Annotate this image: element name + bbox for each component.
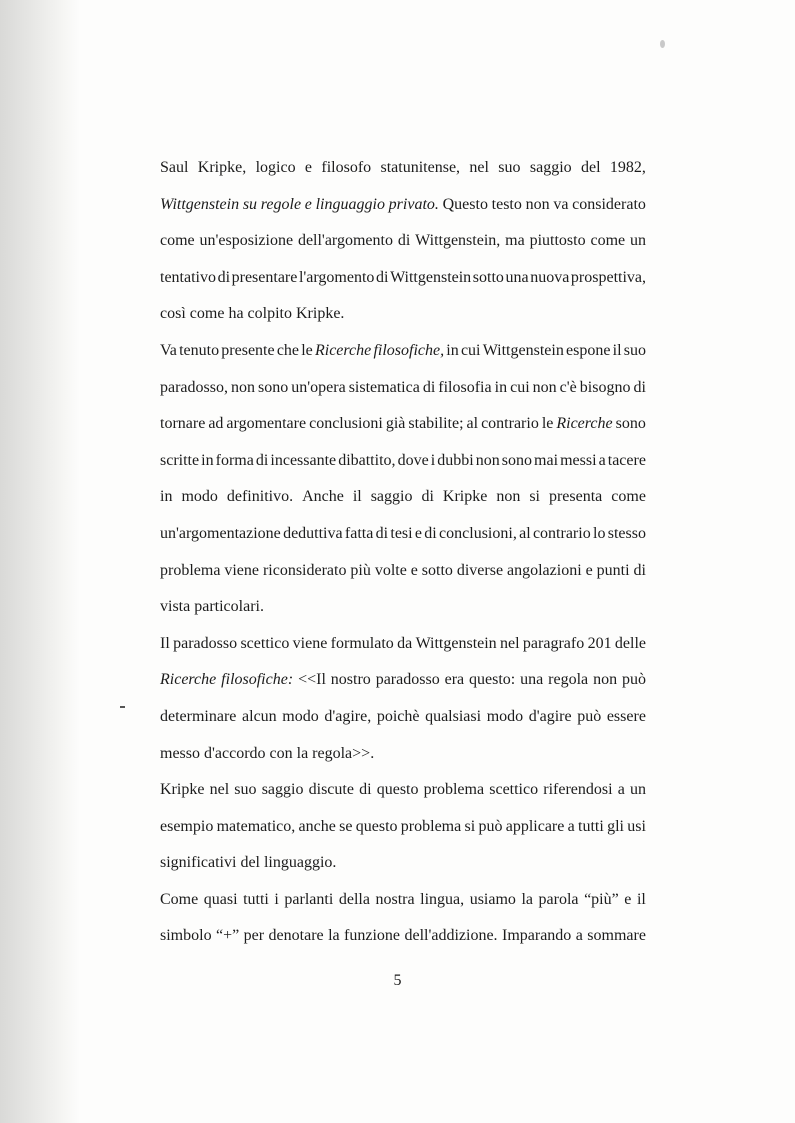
margin-mark (120, 706, 125, 708)
text-line (160, 553, 646, 590)
word: paradosso, (160, 378, 228, 396)
word: funzione (344, 927, 401, 945)
word: su (242, 195, 258, 213)
word: una (520, 671, 544, 689)
word: usiamo (469, 890, 516, 908)
word: regola>>. (312, 744, 375, 762)
word: problema (423, 781, 485, 799)
word: testo (491, 195, 522, 213)
text-line (160, 406, 646, 443)
word: si (464, 817, 476, 835)
word: qualsiasi (425, 707, 482, 725)
text-line (160, 699, 646, 736)
word: tentativo (160, 268, 216, 286)
word: mai (534, 451, 559, 469)
word: “più” (584, 890, 619, 908)
word: statunitense, (380, 159, 461, 176)
word: c'è (559, 378, 577, 396)
text-line (160, 882, 646, 919)
word: contrario (481, 415, 539, 433)
word: denotare (268, 927, 324, 945)
word: discute (308, 781, 354, 799)
word: suo (498, 159, 521, 176)
word: Wittgenstein (482, 341, 564, 359)
word: esempio (160, 817, 214, 835)
paragraph-1 (160, 150, 646, 333)
word: della (338, 890, 370, 908)
word: viene (224, 561, 260, 579)
word: nel (209, 781, 230, 799)
word: così (160, 305, 186, 323)
word: Il (160, 634, 170, 652)
text-line (160, 443, 646, 480)
word: regola (548, 671, 589, 689)
word: Wittgenstein (390, 268, 472, 286)
word: sono (258, 378, 289, 396)
word: un'opera (291, 378, 346, 396)
text-line (160, 845, 646, 882)
word: e (304, 195, 312, 213)
word: Ricerche (314, 341, 372, 359)
word: filosofia (438, 378, 492, 396)
word: volte (374, 561, 407, 579)
word: paradosso (375, 671, 440, 689)
word: al (466, 415, 479, 433)
text-line (160, 479, 646, 516)
word: Wittgenstein (415, 634, 497, 652)
word: alcun (242, 707, 277, 725)
word: Wittgenstein (160, 195, 240, 213)
word: già (385, 415, 406, 433)
word: d'accordo (204, 744, 266, 762)
word: sommare (587, 927, 646, 945)
word: al (519, 524, 531, 542)
word: 201 (587, 634, 612, 652)
word: stesso (607, 524, 646, 542)
word: cui (510, 378, 530, 396)
word: tutti (578, 817, 604, 835)
word: più (350, 561, 371, 579)
word: sistematica (348, 378, 420, 396)
word: una (505, 268, 529, 286)
word: ma (505, 232, 525, 250)
word: parola (538, 890, 579, 908)
word: tacere (607, 451, 646, 469)
word: del (240, 854, 260, 872)
word: 1982, (609, 159, 646, 176)
word: era (444, 671, 465, 689)
word: paragrafo (522, 634, 585, 652)
word: anche (298, 817, 336, 835)
text-line (160, 589, 646, 626)
word: problema (400, 817, 462, 835)
word: può (478, 817, 503, 835)
word: d'agire, (324, 707, 372, 725)
word: le (541, 415, 554, 433)
word: “+” (216, 927, 240, 945)
word: che (276, 341, 300, 359)
word: in (494, 378, 508, 396)
text-line (160, 772, 646, 809)
word: d'agire (528, 707, 572, 725)
word: problema (160, 561, 221, 579)
word: un'argomentazione (160, 524, 281, 542)
word: scettico (489, 781, 539, 799)
text-line (160, 333, 646, 370)
word: tornare (160, 415, 206, 433)
word: la (521, 890, 533, 908)
word: lo (593, 524, 606, 542)
word: ha (228, 305, 244, 323)
word: un (630, 781, 646, 799)
word: il (352, 488, 362, 506)
word: cui (460, 341, 481, 359)
paragraph-4 (160, 772, 646, 882)
word: filosofiche, (373, 341, 445, 359)
word: come (160, 232, 195, 250)
word: Anche (302, 488, 344, 506)
scan-edge-shadow (0, 0, 80, 1123)
word: i (274, 890, 279, 908)
word: quasi (203, 890, 238, 908)
word: e (624, 890, 632, 908)
word: angolazioni (507, 561, 582, 579)
word: Kripke. (295, 305, 345, 323)
word: fatta (344, 524, 374, 542)
word: se (339, 817, 353, 835)
word: a (617, 781, 625, 799)
word: suo (234, 781, 257, 799)
word: nel (469, 159, 489, 176)
text-line (160, 809, 646, 846)
word: sotto (421, 561, 453, 579)
word: presente (221, 341, 275, 359)
word: colpito (247, 305, 292, 323)
word: presenta (548, 488, 603, 506)
word: di (633, 378, 646, 396)
word: in (446, 341, 459, 359)
word: non (231, 378, 255, 396)
word: filosofiche: (221, 671, 294, 689)
word: dibattito, (338, 451, 396, 469)
text-line (160, 370, 646, 407)
word: nostra (375, 890, 415, 908)
word: poichè (376, 707, 420, 725)
word: Kripke, (197, 159, 247, 176)
word: suo (623, 341, 646, 359)
word: con (269, 744, 293, 762)
word: gli (607, 817, 624, 835)
word: le (301, 341, 313, 359)
word: di (422, 378, 436, 396)
word: tesi (390, 524, 413, 542)
word: tenuto (179, 341, 220, 359)
word: parlanti (284, 890, 334, 908)
word: come (590, 232, 626, 250)
word: conclusioni (309, 415, 383, 433)
text-line (160, 736, 646, 773)
word: modo (282, 707, 319, 725)
word: Va (160, 341, 177, 359)
word: sotto (472, 268, 504, 286)
word: vista (160, 598, 191, 616)
word: questo: (469, 671, 516, 689)
word: significativi (160, 854, 237, 872)
word: considerato (572, 195, 646, 213)
text-line (160, 516, 646, 553)
word: diverse (456, 561, 504, 579)
word: a (598, 451, 606, 469)
word: conclusioni, (439, 524, 517, 542)
word: <<Il (298, 671, 326, 689)
word: espone (566, 341, 611, 359)
word: Kripke (442, 488, 488, 506)
word: dell'argomento (297, 232, 393, 250)
word: un'esposizione (199, 232, 294, 250)
word: in (201, 451, 214, 469)
word: privato. (388, 195, 439, 213)
word: piuttosto (529, 232, 586, 250)
word: di (421, 488, 434, 506)
word: ad (208, 415, 224, 433)
word: Ricerche (556, 415, 613, 433)
word: riconsiderato (262, 561, 347, 579)
word: il (636, 890, 646, 908)
paragraph-2 (160, 333, 646, 626)
word: un (630, 232, 646, 250)
word: saggio (261, 781, 304, 799)
word: non (475, 451, 500, 469)
word: come (189, 305, 225, 323)
word: di (424, 524, 437, 542)
text-line (160, 918, 646, 955)
word: messo (160, 744, 200, 762)
word: si (529, 488, 540, 506)
word: i (430, 451, 436, 469)
page-number: 5 (393, 972, 402, 989)
word: definitivo. (226, 488, 294, 506)
word: del (580, 159, 601, 176)
word: di (375, 524, 389, 542)
word: logico (255, 159, 296, 176)
word: particolari. (194, 598, 264, 616)
word: usi (627, 817, 646, 835)
word: come (611, 488, 646, 506)
word: paradosso (173, 634, 238, 652)
word: presentare (231, 268, 298, 286)
word: Ricerche (160, 671, 217, 689)
paragraph-3 (160, 626, 646, 772)
word: linguaggio (315, 195, 385, 213)
word: di (397, 232, 411, 250)
word: forma (215, 451, 254, 469)
word: matematico, (216, 817, 296, 835)
word: la (328, 927, 340, 945)
word: di (255, 451, 269, 469)
word: Wittgenstein, (415, 232, 501, 250)
word: lingua, (420, 890, 465, 908)
text-line (160, 296, 646, 333)
word: scettico (240, 634, 290, 652)
word: saggio (370, 488, 413, 506)
word: va (553, 195, 569, 213)
word: regole (260, 195, 302, 213)
word: bisogno (579, 378, 631, 396)
word: prospettiva, (570, 268, 646, 286)
word: argomentare (226, 415, 307, 433)
word: incessante (270, 451, 337, 469)
word: filosofo (321, 159, 372, 176)
word: Kripke (160, 781, 205, 799)
word: delle (614, 634, 646, 652)
word: sono (501, 451, 532, 469)
word: determinare (160, 707, 237, 725)
word: di (633, 561, 646, 579)
word: deduttiva (283, 524, 343, 542)
word: saggio (529, 159, 572, 176)
word: riferendosi (543, 781, 613, 799)
word: da (397, 634, 413, 652)
text-line (160, 260, 646, 297)
word: non (593, 671, 618, 689)
text-line (160, 187, 646, 224)
body-text (160, 150, 646, 955)
text-line (160, 150, 646, 187)
word: non (532, 378, 557, 396)
word: nostro (330, 671, 371, 689)
word: l'argomento (298, 268, 375, 286)
text-line (160, 662, 646, 699)
word: di (359, 781, 372, 799)
paragraph-5 (160, 882, 646, 955)
word: tutti (243, 890, 269, 908)
word: di (217, 268, 231, 286)
word: e (304, 159, 313, 176)
word: può (621, 671, 646, 689)
word: e (410, 561, 418, 579)
word: la (296, 744, 309, 762)
word: messi (560, 451, 597, 469)
word: contrario (532, 524, 591, 542)
word: questo (355, 817, 398, 835)
word: nuova (530, 268, 570, 286)
word: Imparando (501, 927, 572, 945)
word: dubbi (437, 451, 474, 469)
word: il (612, 341, 622, 359)
text-line (160, 223, 646, 260)
word: applicare (505, 817, 565, 835)
word: non (525, 195, 550, 213)
word: in (160, 488, 173, 506)
word: stabilite; (408, 415, 464, 433)
word: linguaggio. (263, 854, 337, 872)
word: di (376, 268, 389, 286)
word: a (567, 817, 575, 835)
text-line (160, 626, 646, 663)
scan-speck (660, 40, 665, 48)
word: simbolo (160, 927, 212, 945)
word: sono (615, 415, 646, 433)
word: dove (397, 451, 429, 469)
word: Saul (160, 159, 189, 176)
word: a (575, 927, 583, 945)
word: Come (160, 890, 199, 908)
word: essere (606, 707, 646, 725)
word: Questo (442, 195, 488, 213)
word: e (585, 561, 593, 579)
word: e (414, 524, 422, 542)
word: per (243, 927, 265, 945)
word: questo (376, 781, 419, 799)
word: modo (486, 707, 524, 725)
word: dell'addizione. (404, 927, 498, 945)
word: nel (500, 634, 520, 652)
word: formulato (330, 634, 394, 652)
word: scritte (160, 451, 200, 469)
word: può (577, 707, 602, 725)
word: punti (596, 561, 630, 579)
word: modo (181, 488, 218, 506)
word: viene (292, 634, 328, 652)
word: non (496, 488, 521, 506)
